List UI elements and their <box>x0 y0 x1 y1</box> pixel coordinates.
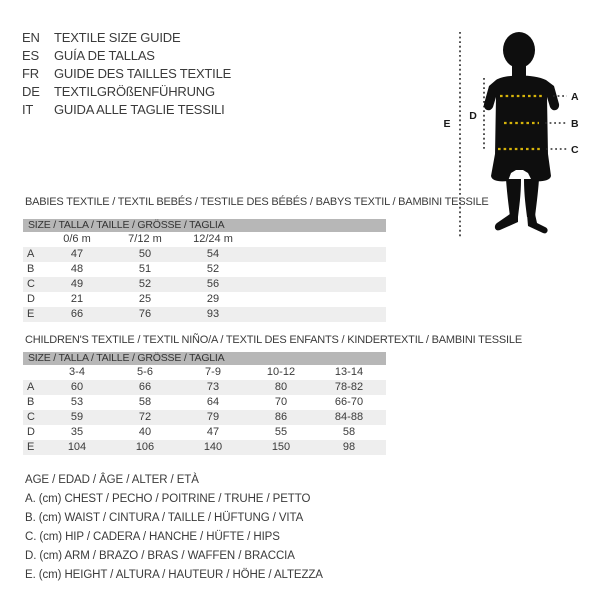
cell: 58 <box>138 396 152 408</box>
row-label: A <box>27 248 35 260</box>
language-row-it <box>22 101 231 119</box>
cell: 49 <box>70 278 84 290</box>
table-row-b <box>23 262 386 277</box>
cell: 40 <box>138 426 152 438</box>
column-header: 5-6 <box>137 366 153 378</box>
cell: 66 <box>138 381 152 393</box>
cell: 35 <box>70 426 84 438</box>
measurement-figure <box>433 26 597 242</box>
table-row-b <box>23 395 386 410</box>
cell: 150 <box>271 441 291 453</box>
cell: 140 <box>203 441 223 453</box>
children-column-header-row <box>23 365 386 380</box>
cell: 52 <box>138 278 152 290</box>
cell: 53 <box>70 396 84 408</box>
cell: 98 <box>342 441 356 453</box>
cell: 66-70 <box>334 396 364 408</box>
language-row-es <box>22 47 231 65</box>
size-header-bar: SIZE / TALLA / TAILLE / GRÖSSE / TAGLIA <box>23 352 386 365</box>
cell: 50 <box>138 248 152 260</box>
children-size-table <box>23 352 386 455</box>
marker-label-e: E <box>443 118 451 130</box>
legend-hip: C. (cm) HIP / CADERA / HANCHE / HÜFTE / HIPS <box>25 531 280 543</box>
marker-label-b: B <box>571 118 579 130</box>
cell: 54 <box>206 248 220 260</box>
row-label: A <box>27 381 35 393</box>
column-header: 7/12 m <box>128 233 162 245</box>
cell: 25 <box>138 293 152 305</box>
language-list <box>22 29 231 119</box>
cell: 104 <box>67 441 87 453</box>
cell: 52 <box>206 263 220 275</box>
cell: 64 <box>206 396 220 408</box>
child-silhouette-diagram <box>433 26 597 242</box>
language-label: GUIDE DES TAILLES TEXTILE <box>54 66 232 81</box>
legend-age: AGE / EDAD / ÂGE / ALTER / ETÀ <box>25 474 199 486</box>
column-header: 13-14 <box>334 366 364 378</box>
legend-arm: D. (cm) ARM / BRAZO / BRAS / WAFFEN / BRACCIA <box>25 550 295 562</box>
language-row-fr <box>22 65 231 83</box>
marker-label-c: C <box>571 144 579 156</box>
cell: 59 <box>70 411 84 423</box>
cell: 66 <box>70 308 84 320</box>
cell: 58 <box>342 426 356 438</box>
row-label: D <box>27 293 35 305</box>
language-code: FR <box>22 66 39 81</box>
language-code: ES <box>22 48 39 63</box>
cell: 47 <box>206 426 220 438</box>
table-row-e <box>23 307 386 322</box>
table-row-c <box>23 410 386 425</box>
row-label: E <box>27 441 35 453</box>
cell: 72 <box>138 411 152 423</box>
cell: 48 <box>70 263 84 275</box>
row-label: B <box>27 263 35 275</box>
cell: 86 <box>274 411 288 423</box>
child-silhouette <box>484 32 559 233</box>
cell: 84-88 <box>334 411 364 423</box>
column-header: 10-12 <box>266 366 296 378</box>
corner-cell <box>23 365 43 380</box>
table-row-c <box>23 277 386 292</box>
size-header-bar: SIZE / TALLA / TAILLE / GRÖSSE / TAGLIA <box>23 219 386 232</box>
cell: 47 <box>70 248 84 260</box>
language-label: GUIDA ALLE TAGLIE TESSILI <box>54 102 225 117</box>
row-label: B <box>27 396 35 408</box>
language-code: DE <box>22 84 40 99</box>
column-header: 7-9 <box>205 366 221 378</box>
column-header: 3-4 <box>69 366 85 378</box>
cell: 29 <box>206 293 220 305</box>
legend-height: E. (cm) HEIGHT / ALTURA / HAUTEUR / HÖHE / ALTEZZA <box>25 569 323 581</box>
cell: 80 <box>274 381 288 393</box>
cell: 79 <box>206 411 220 423</box>
table-row-a <box>23 247 386 262</box>
row-label: D <box>27 426 35 438</box>
marker-label-a: A <box>571 91 579 103</box>
table-row-e <box>23 440 386 455</box>
table-row-d <box>23 292 386 307</box>
legend-waist: B. (cm) WAIST / CINTURA / TAILLE / HÜFTUNG / VITA <box>25 512 304 524</box>
cell: 60 <box>70 381 84 393</box>
cell: 106 <box>135 441 155 453</box>
legend-chest: A. (cm) CHEST / PECHO / POITRINE / TRUHE / PETTO <box>25 493 311 505</box>
table-row-d <box>23 425 386 440</box>
cell: 21 <box>70 293 84 305</box>
row-label: C <box>27 278 35 290</box>
cell: 70 <box>274 396 288 408</box>
cell: 73 <box>206 381 220 393</box>
language-code: EN <box>22 30 40 45</box>
cell: 56 <box>206 278 220 290</box>
column-header: 12/24 m <box>193 233 233 245</box>
marker-label-d: D <box>469 110 477 122</box>
row-label: C <box>27 411 35 423</box>
corner-cell <box>23 232 43 247</box>
column-header: 0/6 m <box>63 233 91 245</box>
language-label: GUÍA DE TALLAS <box>54 48 155 63</box>
language-row-de <box>22 83 231 101</box>
row-label: E <box>27 308 35 320</box>
cell: 78-82 <box>334 381 364 393</box>
children-section-title: CHILDREN'S TEXTILE / TEXTIL NIÑO/A / TEXTIL DES ENFANTS / KINDERTEXTIL / BAMBINI TESSILE <box>25 334 522 346</box>
cell: 51 <box>138 263 152 275</box>
babies-column-header-row <box>23 232 386 247</box>
language-code: IT <box>22 102 34 117</box>
cell: 76 <box>138 308 152 320</box>
cell: 55 <box>274 426 288 438</box>
language-label: TEXTILE SIZE GUIDE <box>54 30 181 45</box>
babies-size-table <box>23 219 386 322</box>
language-row-en <box>22 29 231 47</box>
table-row-a <box>23 380 386 395</box>
language-label: TEXTILGRÖßENFÜHRUNG <box>54 84 215 99</box>
babies-section-title: BABIES TEXTILE / TEXTIL BEBÉS / TESTILE DES BÉBÉS / BABYS TEXTIL / BAMBINI TESSILE <box>25 196 489 208</box>
measurement-legend <box>25 471 323 585</box>
cell: 93 <box>206 308 220 320</box>
